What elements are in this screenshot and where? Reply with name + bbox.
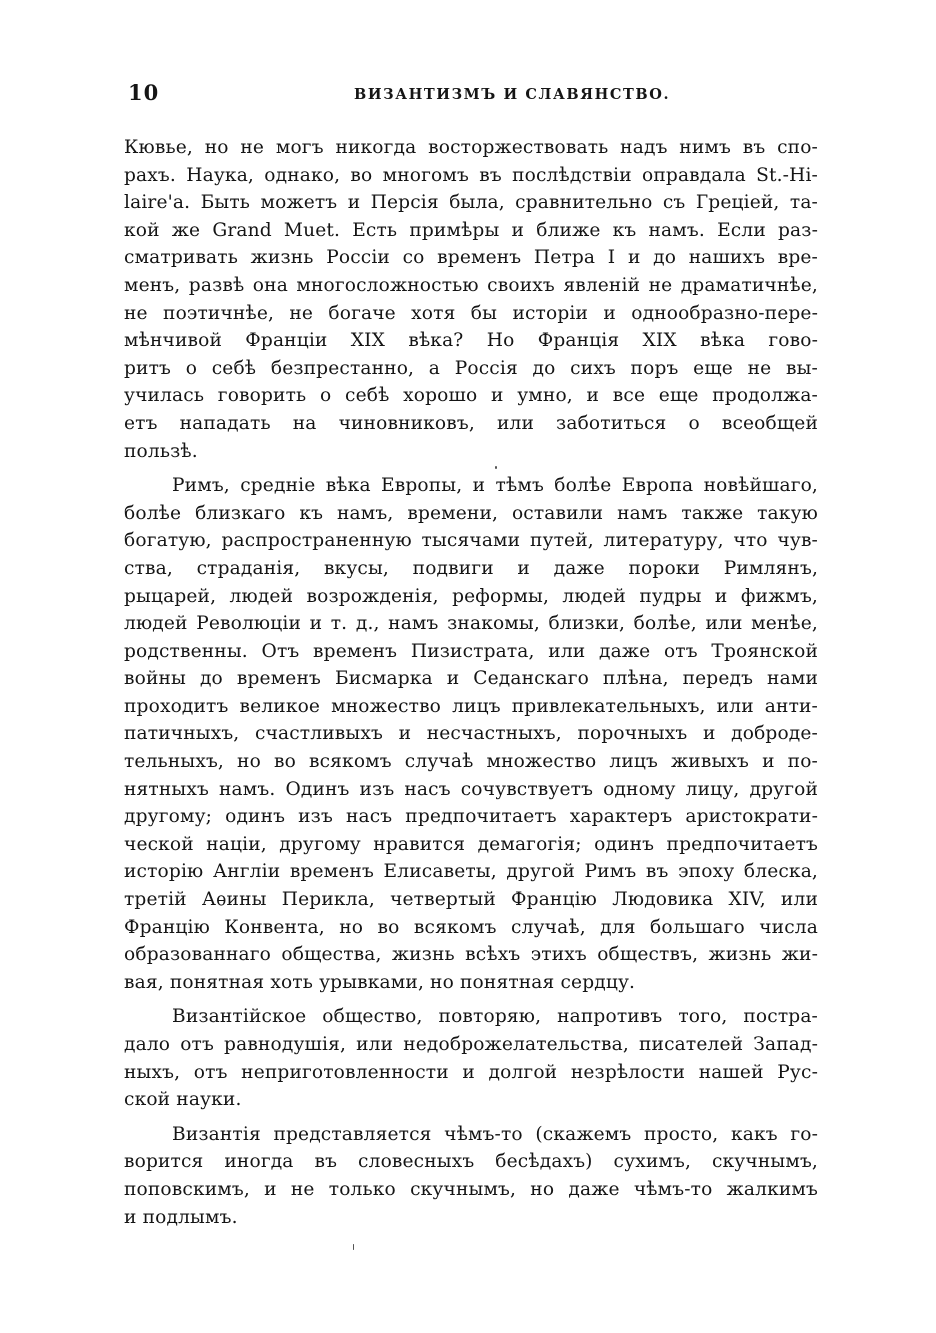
text-line: менъ, развѣ она многосложностью своихъ явленій не драматичнѣе, [124,274,818,296]
text-line: сматривать жизнь Россіи со временъ Петра I и до нашихъ вре- [124,247,818,269]
text-line: нятныхъ намъ. Одинъ изъ насъ сочувствуетъ одному лицу, другой [124,778,818,800]
text-line: третій Аѳины Перикла, четвертый Францію Людовика XIV, или [124,889,818,911]
text-line: другому; одинъ изъ насъ предпочитаетъ характеръ аристократи- [124,806,818,828]
text-line: рахъ. Наука, однако, во многомъ въ послѣдствіи оправдала St.-Hi- [124,164,818,186]
text-line: войны до временъ Бисмарка и Седанскаго плѣна, передъ нами [124,668,818,690]
print-speck [353,1244,354,1250]
text-line: рыцарей, людей возрожденія, реформы, людей пудры и фижмъ, [124,585,818,607]
page-number: 10 [128,80,160,105]
text-line: Францію Конвента, но во всякомъ случаѣ, для большаго числа [124,916,818,938]
text-line: кой же Grand Muet. Есть примѣры и ближе къ намъ. Если раз- [124,219,818,241]
text-line: болѣе близкаго къ намъ, времени, оставили намъ также такую [124,502,818,524]
text-line: ныхъ, отъ неприготовленности и долгой незрѣлости нашей Рус- [124,1061,818,1083]
print-speck [495,466,497,469]
running-title: ВИЗАНТИЗМЪ И СЛАВЯНСТВО. [354,86,671,103]
text-line: патичныхъ, счастливыхъ и несчастныхъ, порочныхъ и доброде- [124,723,818,745]
text-line: ворится иногда въ словесныхъ бесѣдахъ) сухимъ, скучнымъ, [124,1151,818,1173]
paragraph [124,1121,818,1231]
text-line: поповскимъ, и не только скучнымъ, но даже чѣмъ-то жалкимъ [124,1178,818,1200]
page-header [126,80,816,110]
text-line: богатую, распространенную тысячами путей, литературу, что чув- [124,530,818,552]
text-line: образованнаго общества, жизнь всѣхъ этихъ обществъ, жизнь жи- [124,944,818,966]
text-line: Византія представляется чѣмъ-то (скажемъ просто, какъ го- [172,1123,818,1145]
text-line: пользѣ. [124,440,198,462]
paragraph [124,1003,818,1113]
text-line: родственны. Отъ временъ Пизистрата, или даже отъ Троянской [124,640,818,662]
text-line: дало отъ равнодушія, или недоброжелательства, писателей Запад- [124,1034,818,1055]
text-line: Византійское общество, повторяю, напротивъ того, постра- [172,1006,818,1028]
text-line: проходитъ великое множество лицъ привлекательныхъ, или анти- [124,695,818,717]
text-line: людей Революціи и т. д., намъ знакомы, близки, болѣе, или менѣе, [124,613,818,635]
paragraph [124,472,818,996]
text-line: ской науки. [124,1089,242,1111]
text-line: тельныхъ, но во всякомъ случаѣ множество лицъ живыхъ и по- [124,751,818,773]
text-line: мѣнчивой Франціи XIX вѣка? Но Франція XIX вѣка гово- [124,330,818,352]
text-line: Кювье, но не могъ никогда восторжествовать надъ нимъ въ спо- [124,137,818,158]
paragraph [124,134,818,465]
body-text [124,134,818,1231]
text-line: laire'а. Быть можетъ и Персія была, сравнительно съ Греціей, та- [124,192,818,214]
text-line: Римъ, средніе вѣка Европы, и тѣмъ болѣе Европа новѣйшаго, [172,475,818,497]
text-line: ства, страданія, вкусы, подвиги и даже пороки Римлянъ, [124,557,818,579]
text-line: исторію Англіи временъ Елисаветы, другой Римъ въ эпоху блеска, [124,861,818,883]
text-line: етъ нападать на чиновниковъ, или заботиться о всеобщей [124,412,818,434]
text-line: ритъ о себѣ безпрестанно, а Россія до сихъ поръ еще не вы- [124,357,818,379]
text-line: не поэтичнѣе, не богаче хотя бы исторіи и однообразно-пере- [124,302,818,324]
text-line: ческой націи, другому нравится демагогія; одинъ предпочитаетъ [124,833,818,855]
text-line: училась говорить о себѣ хорошо и умно, и все еще продолжа- [124,385,818,407]
text-line: вая, понятная хоть урывками, но понятная сердцу. [124,971,636,993]
text-line: и подлымъ. [124,1206,238,1228]
